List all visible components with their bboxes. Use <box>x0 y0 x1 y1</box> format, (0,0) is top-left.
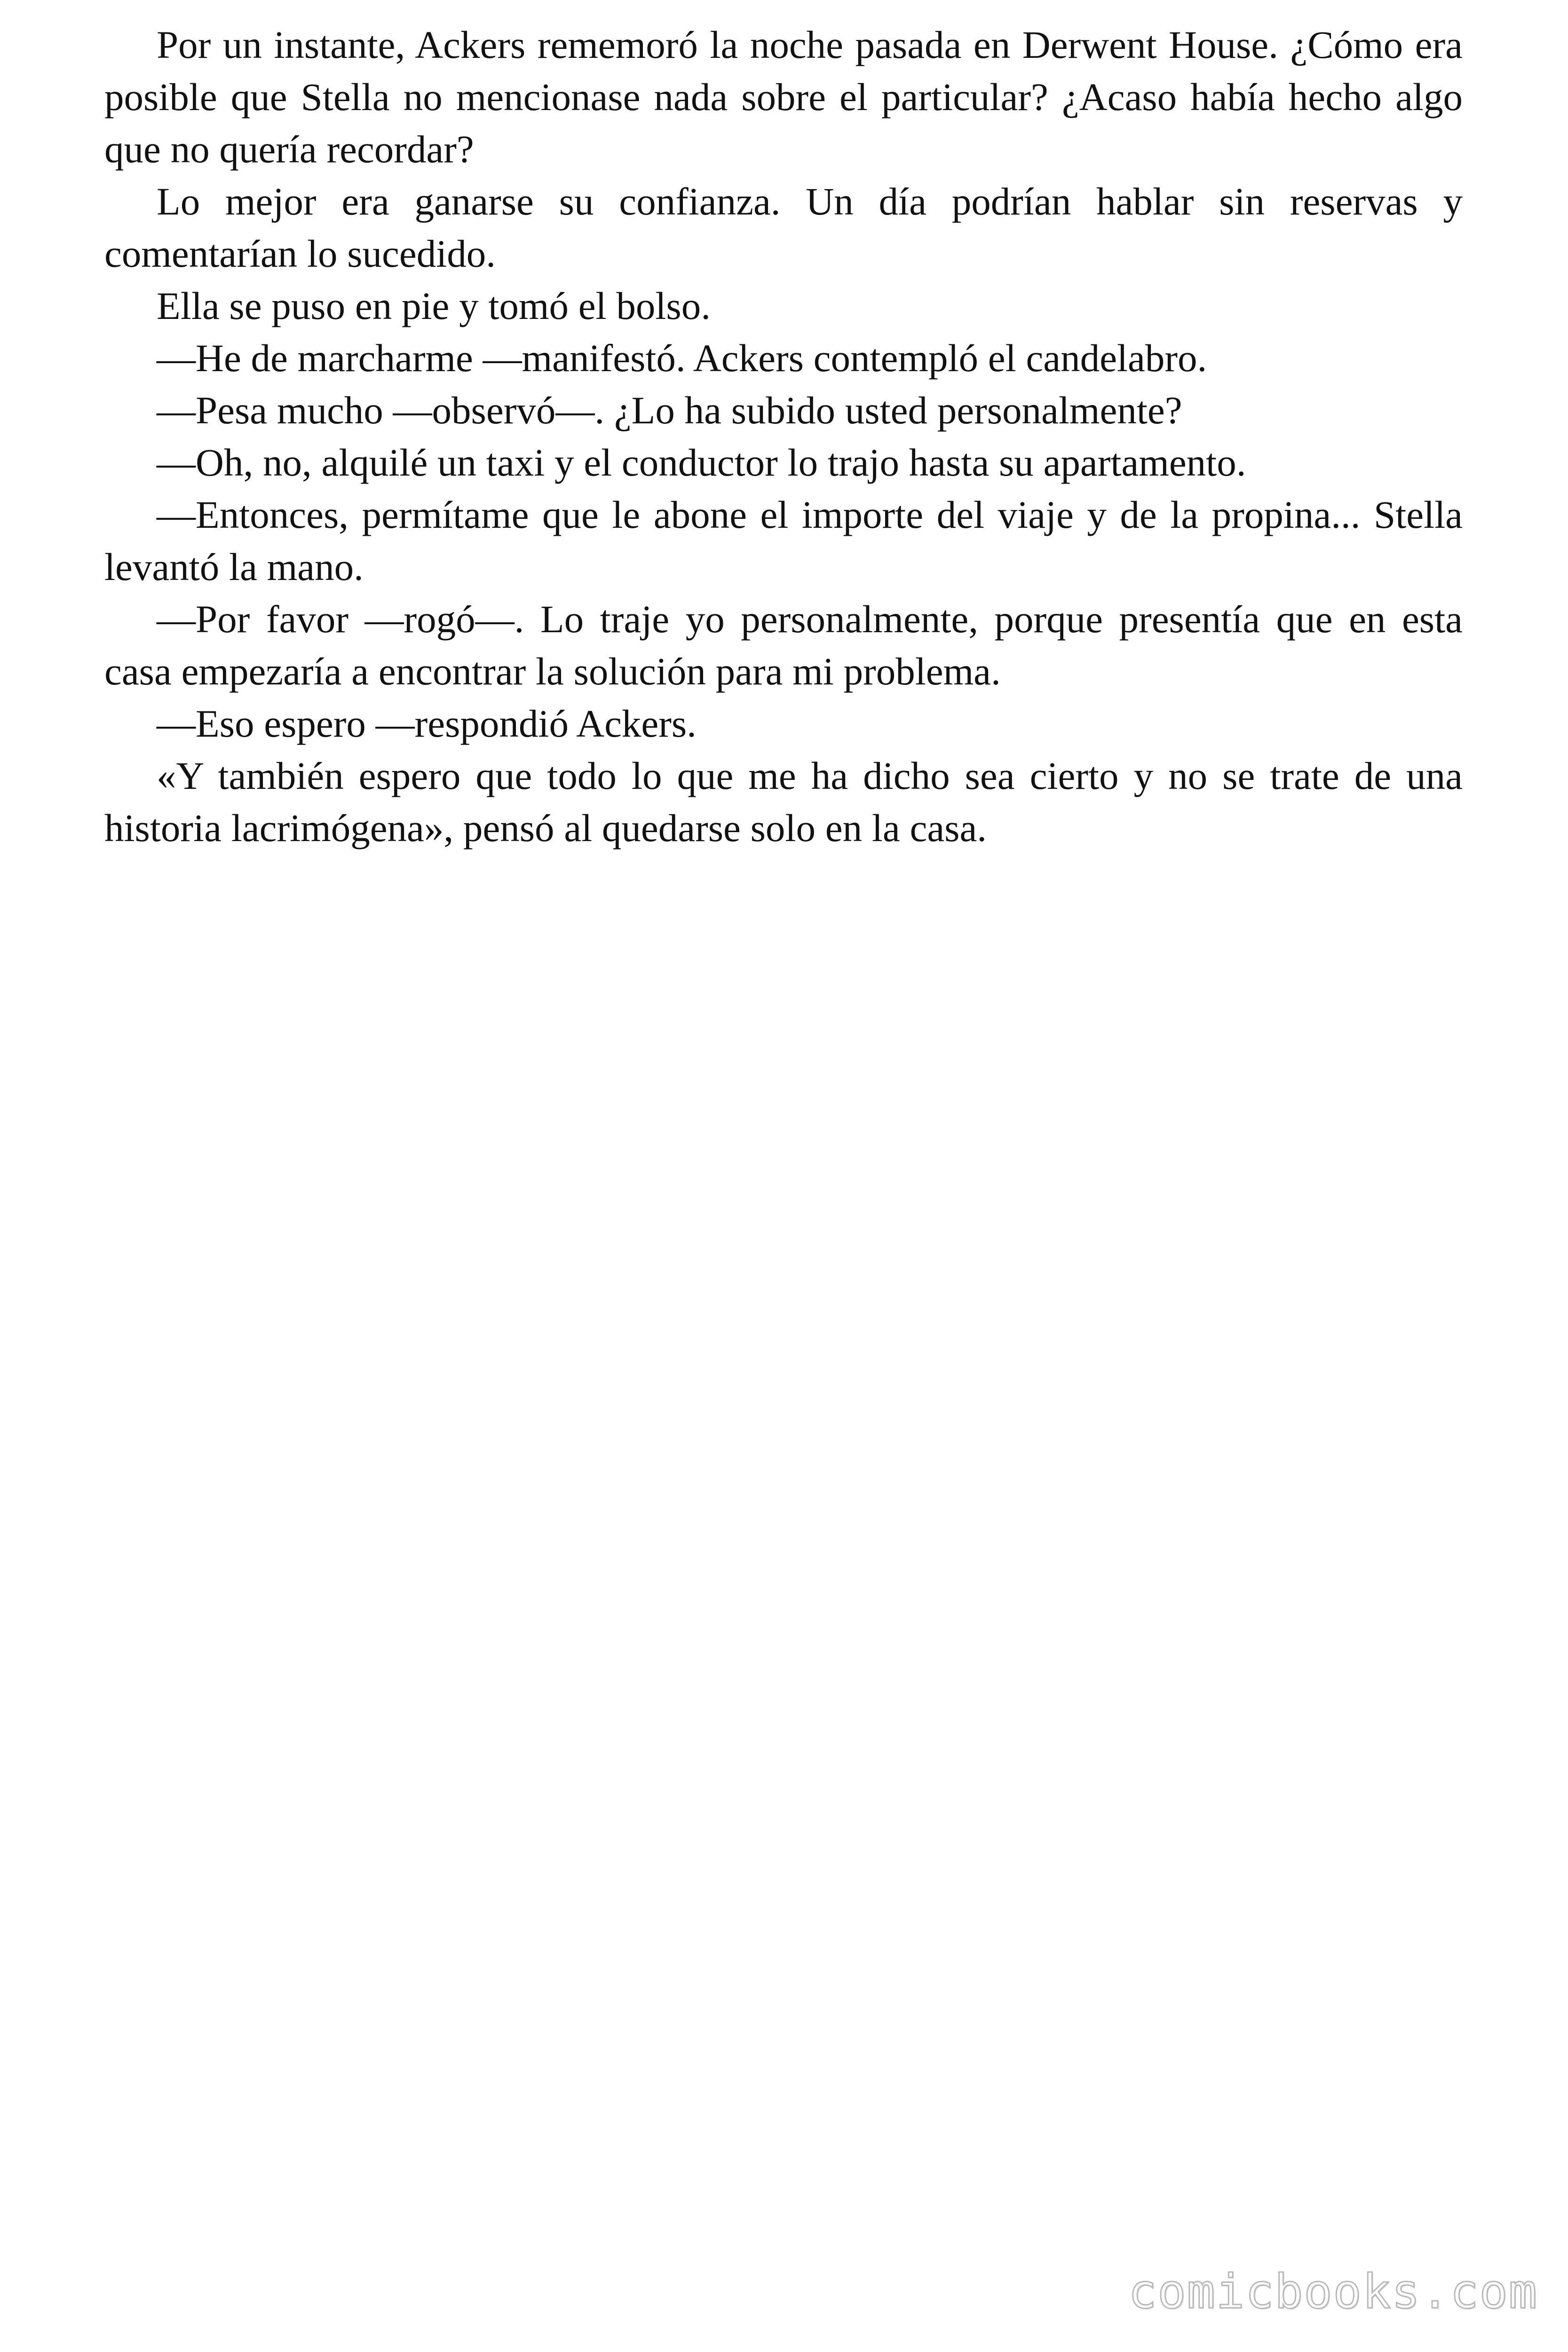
document-page <box>104 19 1463 854</box>
paragraph-9: —Eso espero —respondió Ackers. <box>157 702 697 745</box>
watermark: comicbooks.com <box>1128 2264 1538 2319</box>
paragraph-4: —He de marcharme —manifestó. Ackers contempló el candelabro. <box>157 336 1207 380</box>
paragraph-7: —Entonces, permítame que le abone el importe del viaje y de la propina... Stella levantó la mano. <box>104 493 1463 588</box>
paragraph-2: Lo mejor era ganarse su confianza. Un día podrían hablar sin reservas y comentarían lo sucedido. <box>104 180 1463 275</box>
paragraph-10: «Y también espero que todo lo que me ha dicho sea cierto y no se trate de una historia lacrimógena», pensó al quedarse solo en la casa. <box>104 754 1463 850</box>
paragraph-5: —Pesa mucho —observó—. ¿Lo ha subido usted personalmente? <box>157 389 1182 432</box>
paragraph-1: Por un instante, Ackers rememoró la noche pasada en Derwent House. ¿Cómo era posible que Stella no mencionase nada sobre el particular? ¿Acaso había hecho algo que no quería recordar? <box>104 23 1463 171</box>
paragraph-8: —Por favor —rogó—. Lo traje yo personalmente, porque presentía que en esta casa empezaría a encontrar la solución para mi problema. <box>104 597 1463 693</box>
paragraph-3: Ella se puso en pie y tomó el bolso. <box>157 284 711 327</box>
paragraph-6: —Oh, no, alquilé un taxi y el conductor lo trajo hasta su apartamento. <box>157 441 1246 484</box>
